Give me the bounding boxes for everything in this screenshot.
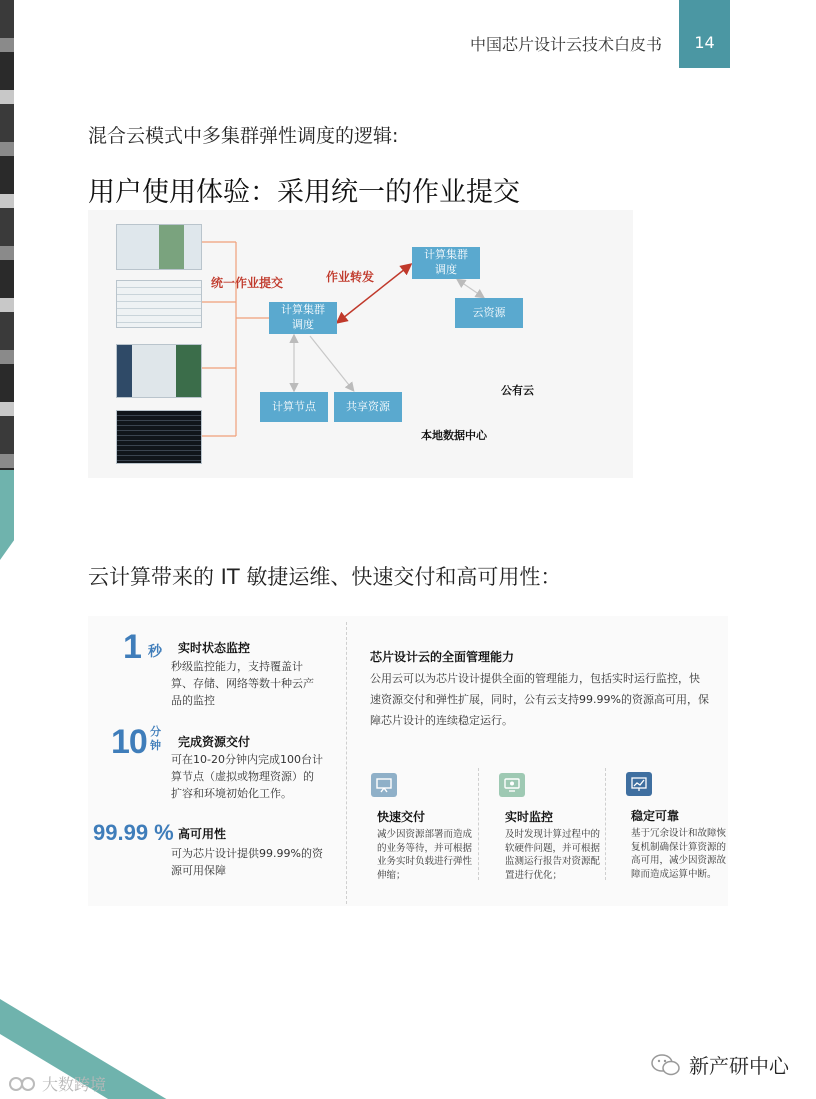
job-forward-label: 作业转发 <box>326 270 375 284</box>
card-title: 稳定可靠 <box>631 809 680 823</box>
page-number: 14 <box>679 0 730 68</box>
metric-number: 1 <box>123 628 142 666</box>
cloud-resource-arrow <box>458 280 483 297</box>
trend-chart-icon <box>626 772 652 796</box>
monitor-icon <box>499 773 525 797</box>
shared-resource-node: 共享资源 <box>334 392 402 422</box>
terminal-screenshot-thumbnail <box>116 410 202 464</box>
left-teal-shape <box>0 470 14 560</box>
watermark-text: 大数跨境 <box>42 1075 107 1094</box>
local-scheduler-label: 计算集群 调度 <box>281 303 325 331</box>
card-title: 快速交付 <box>377 810 426 824</box>
footer-brand <box>651 1050 789 1079</box>
section-title: 用户使用体验：采用统一的作业提交 <box>88 177 520 208</box>
metric-unit: 秒 <box>148 643 162 659</box>
local-scheduler-node <box>269 302 337 334</box>
card-divider <box>478 768 479 880</box>
cloud-scheduler-label: 计算集群 调度 <box>424 248 468 276</box>
card-title: 实时监控 <box>505 810 554 824</box>
submit-bus-lines <box>202 242 269 436</box>
panel-divider <box>346 622 347 904</box>
local-datacenter-label: 本地数据中心 <box>421 429 487 442</box>
metric-unit: 分 钟 <box>150 726 161 752</box>
card-body: 基于冗余设计和故障恢复机制确保计算资源的高可用，减少因资源故障而造成运算中断。 <box>631 828 727 880</box>
metric-number: 10 <box>111 723 147 761</box>
shared-resource-arrow <box>310 336 353 390</box>
hybrid-cloud-diagram <box>88 210 633 478</box>
left-edge-photo <box>0 0 14 540</box>
card-body: 及时发现计算过程中的软硬件问题，并可根据监测运行报告对资源配置进行优化； <box>505 829 601 881</box>
brand-name: 新产研中心 <box>689 1054 789 1078</box>
card-body: 减少因资源部署而造成的业务等待，并可根据业务实时负载进行弹性伸缩； <box>377 829 473 881</box>
presentation-icon <box>371 773 397 797</box>
ui-screenshot-thumbnail <box>116 280 202 328</box>
metric-body: 可为芯片设计提供99.99%的资源可用保障 <box>171 847 323 877</box>
public-cloud-label: 公有云 <box>501 384 534 397</box>
cloud-resource-node: 云资源 <box>455 298 523 328</box>
management-body: 公用云可以为芯片设计提供全面的管理能力，包括实时运行监控，快速资源交付和弹性扩展，同时，公有云支持99.99%的资源高可用，保障芯片设计的连续稳定运行。 <box>370 672 709 727</box>
cloud-scheduler-node <box>412 247 480 279</box>
ui-screenshot-thumbnail <box>116 224 202 270</box>
watermark-logo-icon <box>8 1075 38 1093</box>
metric-title: 完成资源交付 <box>178 735 251 749</box>
document-title: 中国芯片设计云技术白皮书 <box>470 35 663 54</box>
wechat-icon <box>651 1053 681 1077</box>
metric-body: 可在10-20分钟内完成100台计算节点（虚拟或物理资源）的扩容和环境初始化工作。 <box>171 753 323 800</box>
metric-title: 高可用性 <box>178 827 227 841</box>
card-divider <box>605 768 606 880</box>
section-subtitle: 混合云模式中多集群弹性调度的逻辑: <box>88 125 399 147</box>
ui-screenshot-thumbnail <box>116 344 202 398</box>
management-title: 芯片设计云的全面管理能力 <box>370 650 515 664</box>
metric-title: 实时状态监控 <box>178 641 251 655</box>
section2-title: 云计算带来的 IT 敏捷运维、快速交付和高可用性： <box>88 565 562 589</box>
metric-number: 99.99 % <box>93 820 174 845</box>
watermark <box>8 1072 106 1095</box>
compute-node-node: 计算节点 <box>260 392 328 422</box>
unified-submit-label: 统一作业提交 <box>211 276 284 290</box>
metric-body: 秒级监控能力，支持覆盖计算、存储、网络等数十种云产品的监控 <box>171 660 314 707</box>
